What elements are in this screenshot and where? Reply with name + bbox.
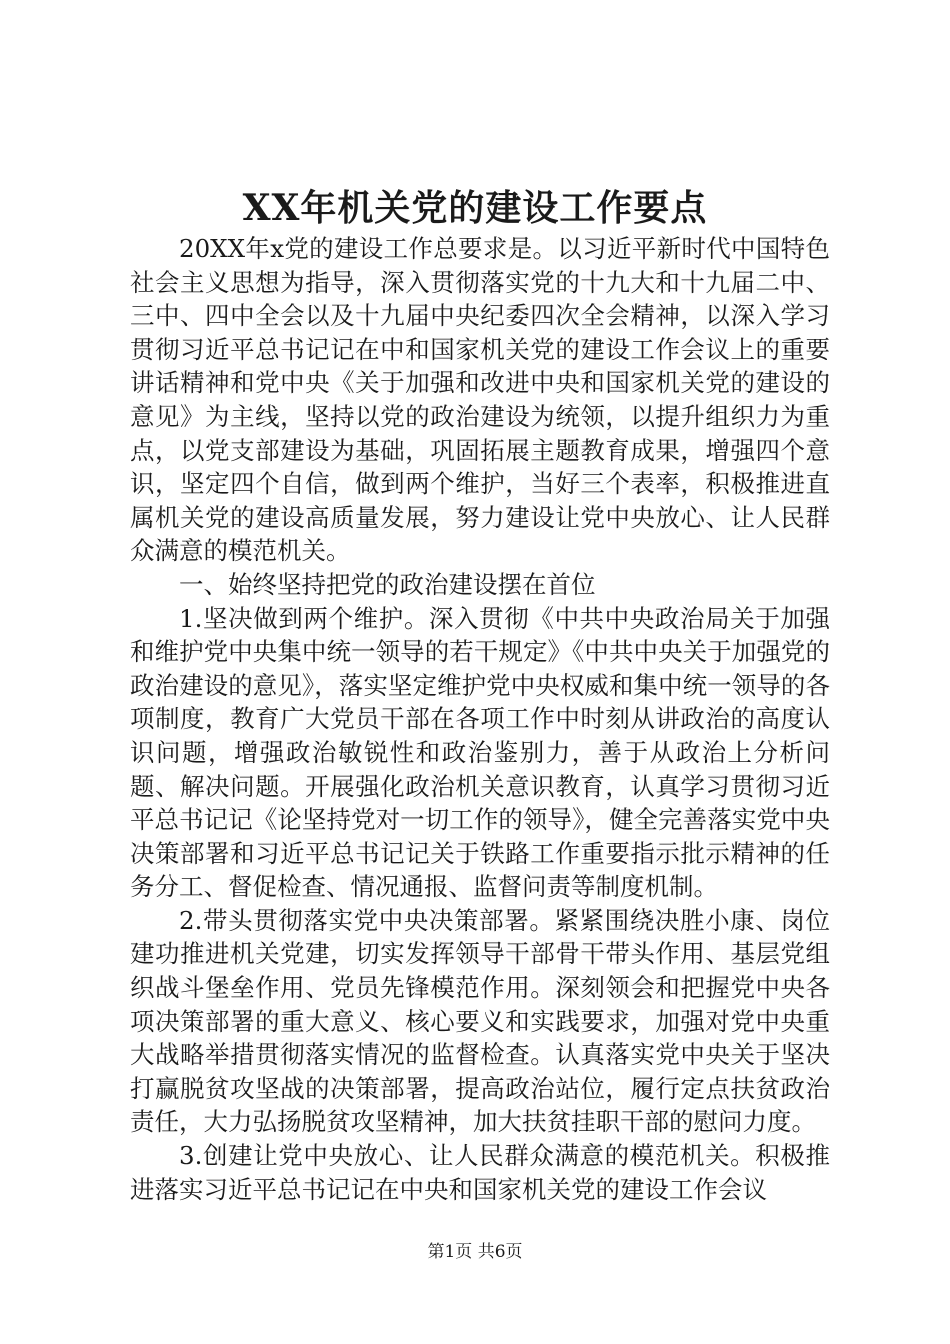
paragraph-item-2: 2.带头贯彻落实党中央决策部署。紧紧围绕决胜小康、岗位建功推进机关党建，切实发挥领导干部骨干带头作用、基层党组织战斗堡垒作用、党员先锋模范作用。深刻领会和把握党中央各项决策部署的重大意义、核心要义和实践要求，加强对党中央重大战略举措贯彻落实情况的监督检查。认真落实党中央关于坚决打赢脱贫攻坚战的决策部署，提高政治站位，履行定点扶贫政治责任，大力弘扬脱贫攻坚精神，加大扶贫挂职干部的慰问力度。 (130, 905, 830, 1137)
document-title: XX年机关党的建设工作要点 (242, 187, 708, 229)
document-body (130, 232, 830, 1206)
paragraph-item-1: 1.坚决做到两个维护。深入贯彻《中共中央政治局关于加强和维护党中央集中统一领导的若干规定》《中共中央关于加强党的政治建设的意见》，落实坚定维护党中央权威和集中统一领导的各项制度，教育广大党员干部在各项工作中时刻从讲政治的高度认识问题，增强政治敏锐性和政治鉴别力，善于从政治上分析问题、解决问题。开展强化政治机关意识教育，认真学习贯彻习近平总书记记《论坚持党对一切工作的领导》，健全完善落实党中央决策部署和习近平总书记记关于铁路工作重要指示批示精神的任务分工、督促检查、情况通报、监督问责等制度机制。 (130, 603, 830, 902)
paragraph-intro: 20XX年x党的建设工作总要求是。以习近平新时代中国特色社会主义思想为指导，深入贯彻落实党的十九大和十九届二中、三中、四中全会以及十九届中央纪委四次全会精神，以深入学习贯彻习近平总书记记在中和国家机关党的建设工作会议上的重要讲话精神和党中央《关于加强和改进中央和国家机关党的建设的意见》为主线，坚持以党的政治建设为统领，以提升组织力为重点，以党支部建设为基础，巩固拓展主题教育成果，增强四个意识，坚定四个自信，做到两个维护，当好三个表率，积极推进直属机关党的建设高质量发展，努力建设让党中央放心、让人民群众满意的模范机关。 (130, 234, 830, 566)
paragraph-item-3: 3.创建让党中央放心、让人民群众满意的模范机关。积极推进落实习近平总书记记在中央和国家机关党的建设工作会议 (130, 1141, 830, 1204)
page-footer: 第1页 共6页 (427, 1242, 523, 1262)
section-heading-1: 一、始终坚持把党的政治建设摆在首位 (179, 569, 596, 599)
